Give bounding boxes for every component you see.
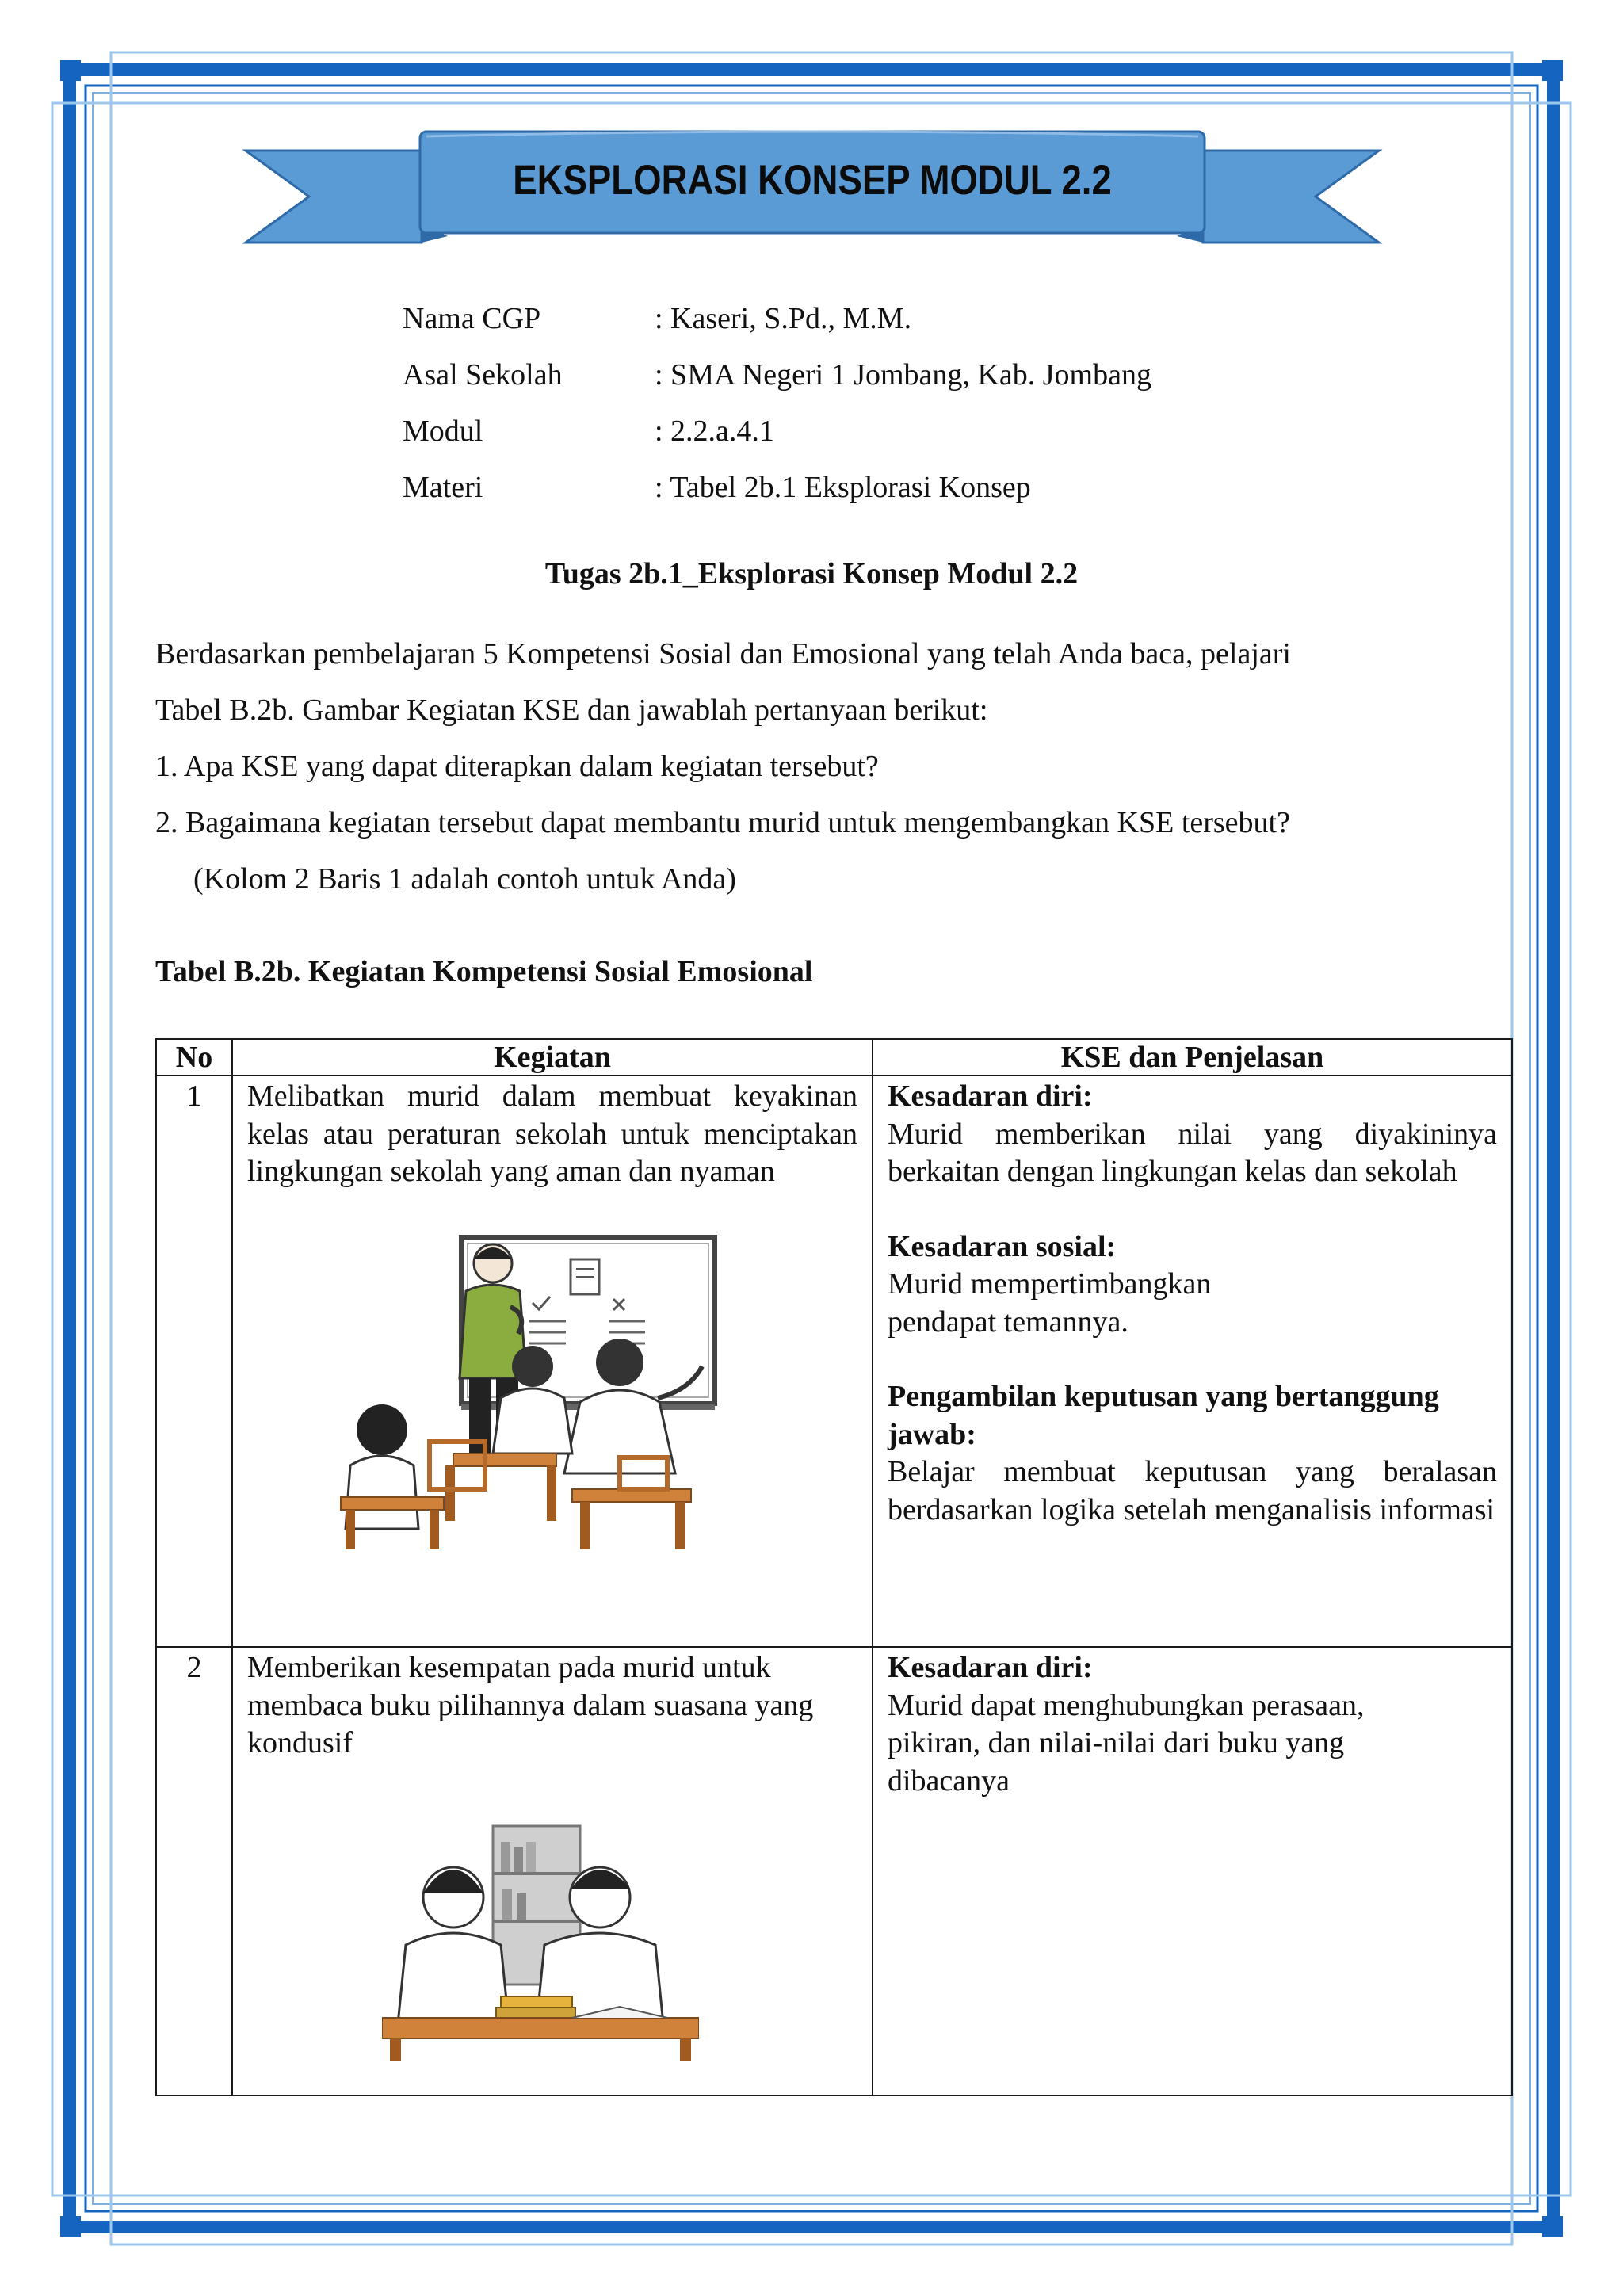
info-value: : SMA Negeri 1 Jombang, Kab. Jombang [655, 357, 1151, 392]
kse-explanation: Murid dapat menghubungkan perasaan, pikiran, dan nilai-nilai dari buku yang dibacanya [888, 1688, 1365, 1797]
paragraph-line: Tabel B.2b. Gambar Kegiatan KSE dan jawablah pertanyaan berikut: [155, 693, 988, 727]
header-kse: KSE dan Penjelasan [873, 1039, 1512, 1075]
kegiatan-cell [232, 1647, 873, 2095]
kegiatan-cell [232, 1075, 873, 1647]
example-note: (Kolom 2 Baris 1 adalah contoh untuk Anda) [193, 862, 736, 896]
table-header-row [156, 1039, 1512, 1075]
info-block [403, 290, 1151, 515]
info-row-nama [403, 290, 1151, 346]
question-2: 2. Bagaimana kegiatan tersebut dapat membantu murid untuk mengembangkan KSE tersebut? [155, 806, 1290, 839]
banner-title: EKSPLORASI KONSEP MODUL 2.2 [513, 157, 1112, 204]
kse-heading: Kesadaran diri: [888, 1651, 1093, 1684]
header-kegiatan: Kegiatan [232, 1039, 873, 1075]
info-label: Materi [403, 470, 483, 504]
info-label: Asal Sekolah [403, 357, 563, 392]
info-label: Modul [403, 414, 483, 448]
info-value: : 2.2.a.4.1 [655, 414, 774, 448]
kegiatan-text: Memberikan kesempatan pada murid untuk membaca buku pilihannya dalam suasana yang kondusif [247, 1651, 814, 1759]
instruction-paragraph [155, 626, 1503, 907]
info-row-modul [403, 403, 1151, 459]
info-label: Nama CGP [403, 301, 541, 335]
kse-cell [873, 1647, 1512, 2095]
kse-heading: Kesadaran sosial: [888, 1229, 1117, 1263]
row-number: 2 [156, 1647, 232, 2095]
kse-explanation: Murid memberikan nilai yang diyakininya berkaitan dengan lingkungan kelas dan sekolah [888, 1117, 1497, 1188]
kse-explanation: Murid mempertimbangkan pendapat temannya. [888, 1267, 1212, 1339]
kse-explanation: Belajar membuat keputusan yang beralasan berdasarkan logika setelah menganalisis informasi [888, 1455, 1497, 1526]
classroom-discussion-illustration [334, 1228, 731, 1553]
info-value: : Kaseri, S.Pd., M.M. [655, 301, 912, 335]
info-value: : Tabel 2b.1 Eksplorasi Konsep [655, 470, 1031, 504]
header-no: No [156, 1039, 232, 1075]
kse-cell [873, 1075, 1512, 1647]
table-caption: Tabel B.2b. Kegiatan Kompetensi Sosial Emosional [155, 955, 813, 988]
kse-heading: Kesadaran diri: [888, 1079, 1093, 1113]
kse-table [155, 1038, 1513, 2096]
question-1: 1. Apa KSE yang dapat diterapkan dalam kegiatan tersebut? [155, 750, 879, 783]
task-title: Tugas 2b.1_Eksplorasi Konsep Modul 2.2 [544, 557, 1079, 590]
kse-heading: Pengambilan keputusan yang bertanggung jawab: [888, 1380, 1439, 1451]
students-reading-illustration [382, 1810, 699, 2064]
table-row [156, 1075, 1512, 1647]
table-row [156, 1647, 1512, 2095]
info-row-materi [403, 459, 1151, 515]
kegiatan-text: Melibatkan murid dalam membuat keyakinan kelas atau peraturan sekolah untuk menciptakan lingkungan sekolah yang aman dan nyaman [247, 1079, 857, 1188]
info-row-sekolah [403, 346, 1151, 403]
paragraph-line: Berdasarkan pembelajaran 5 Kompetensi Sosial dan Emosional yang telah Anda baca, pelajari [155, 637, 1291, 670]
row-number: 1 [156, 1075, 232, 1647]
